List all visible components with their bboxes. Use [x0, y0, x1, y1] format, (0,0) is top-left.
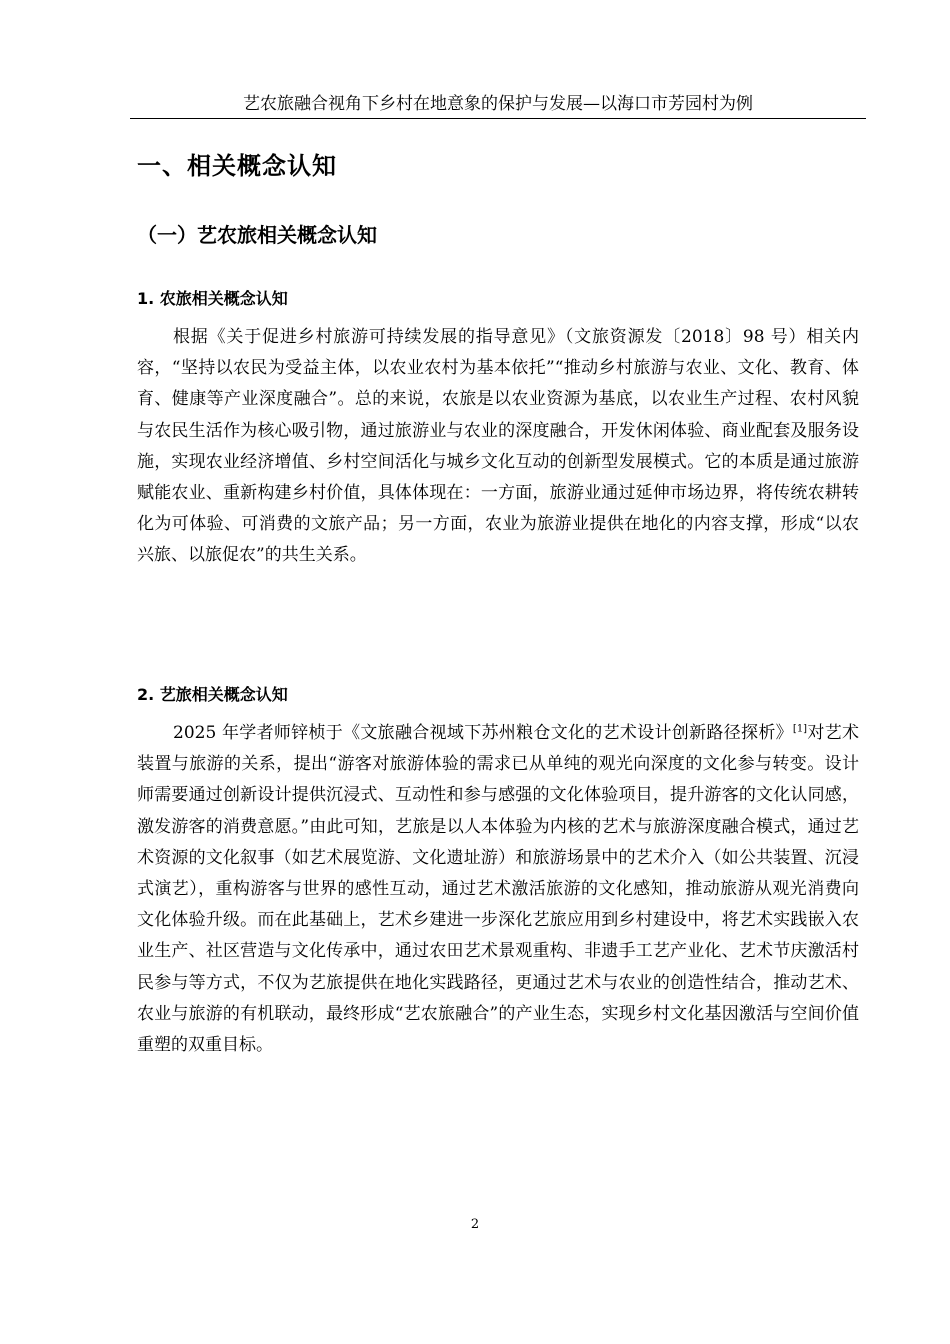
subsection-title: （一）艺农旅相关概念认知 [137, 223, 377, 247]
section-title: 一、相关概念认知 [137, 152, 337, 180]
running-header: 艺农旅融合视角下乡村在地意象的保护与发展—以海口市芳园村为例 [130, 92, 866, 119]
paragraph-text-before-citation: 2025 年学者师锌桢于《文旅融合视域下苏州粮仓文化的艺术设计创新路径探析》 [173, 723, 793, 743]
paragraph-agritourism: 根据《关于促进乡村旅游可持续发展的指导意见》（文旅资源发〔2018〕98 号）相关内容，“坚持以农民为受益主体，以农业农村为基本依托”“推动乡村旅游与农业、文化、教育、体育、健康等产业深度融合”。总的来说，农旅是以农业资源为基底，以农业生产过程、农村风貌与农民生活作为核心吸引物，通过旅游业与农业的深度融合，开发休闲体验、商业配套及服务设施，实现农业经济增值、乡村空间活化与城乡文化互动的创新型发展模式。它的本质是通过旅游赋能农业、重新构建乡村价值，具体体现在：一方面，旅游业通过延伸市场边界，将传统农耕转化为可体验、可消费的文旅产品；另一方面，农业为旅游业提供在地化的内容支撑，形成“以农兴旅、以旅促农”的共生关系。 [137, 327, 859, 566]
page-number: 2 [470, 1217, 480, 1232]
citation-marker[interactable]: [1] [792, 723, 808, 735]
item-heading-art-tourism: 2. 艺旅相关概念认知 [137, 685, 288, 704]
paragraph-text-after-citation: 对艺术装置与旅游的关系，提出“游客对旅游体验的需求已从单纯的观光向深度的文化参与转变。设计师需要通过创新设计提供沉浸式、互动性和参与感强的文化体验项目，提升游客的文化认同感，激发游客的消费意愿。”由此可知，艺旅是以人本体验为内核的艺术与旅游深度融合模式，通过艺术资源的文化叙事（如艺术展览游、文化遗址游）和旅游场景中的艺术介入（如公共装置、沉浸式演艺），重构游客与世界的感性互动，通过艺术激活旅游的文化感知，推动旅游从观光消费向文化体验升级。而在此基础上，艺术乡建进一步深化艺旅应用到乡村建设中，将艺术实践嵌入农业生产、社区营造与文化传承中，通过农田艺术景观重构、非遗手工艺产业化、艺术节庆激活村民参与等方式，不仅为艺旅提供在地化实践路径，更通过艺术与农业的创造性结合，推动艺术、农业与旅游的有机联动，最终形成“艺农旅融合”的产业生态，实现乡村文化基因激活与空间价值重塑的双重目标。 [137, 723, 859, 1056]
paragraph-art-tourism [137, 718, 859, 1061]
item-heading-agritourism: 1. 农旅相关概念认知 [137, 289, 288, 308]
